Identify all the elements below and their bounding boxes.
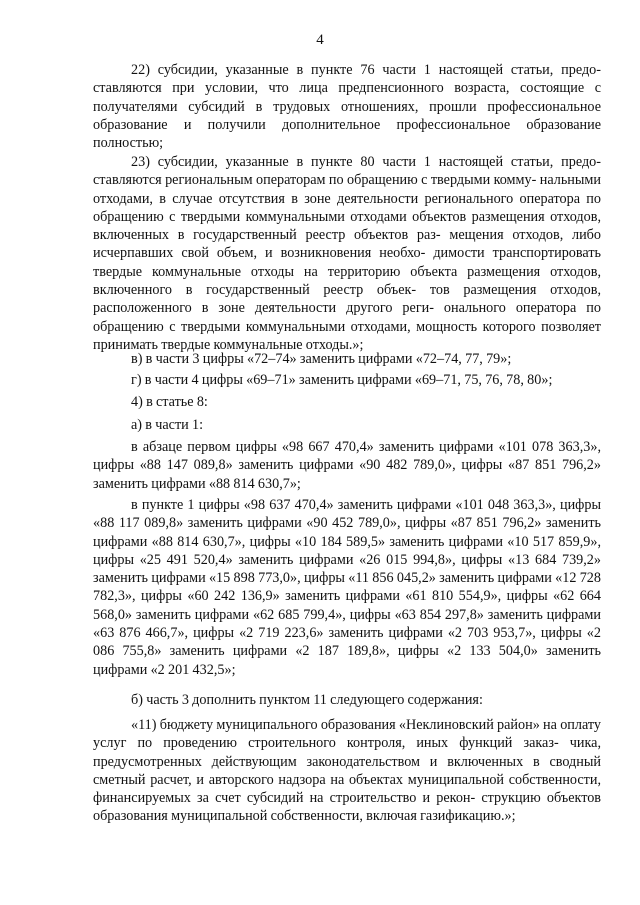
paragraph-22: 22) субсидии, указанные в пункте 76 части 1 настоящей статьи, предо- ставляются при условии, что лица предпенсионного возраста, состоящие с получателями субсидий в трудовых отношениях, прошли профессиональное образование и получили дополнительное профессиональное образование полностью;	[93, 62, 601, 152]
paragraph-punkt-1: в пункте 1 цифры «98 637 470,4» заменить цифрами «101 048 363,3», цифры «88 117 089,8» заменить цифрами «90 452 789,0», цифры «87 851 796,2» заменить цифрами «88 814 630,7», цифры «10 184 589,5» заменить цифрами «10 517 859,9», цифры «25 491 520,4» заменить цифрами «26 015 994,8», цифры «13 684 739,2» заменить цифрами «15 898 773,0», цифры «11 856 045,2» заменить цифрами «12 728 782,3», цифры «60 242 136,9» заменить цифрами «61 810 554,9», цифры «62 664 568,0» заменить цифрами «62 685 799,4», цифры «63 854 297,8» заменить цифрами «63 876 466,7», цифры «2 719 223,6» заменить цифрами «2 703 953,7», цифры «2 086 755,8» заменить цифрами «2 187 189,8», цифры «2 133 504,0» заменить цифрами «2 201 432,5»;	[93, 497, 601, 678]
paragraph-abzac: в абзаце первом цифры «98 667 470,4» заменить цифрами «101 078 363,3», цифры «88 147 089,8» заменить цифрами «90 482 789,0», цифры «87 851 796,2» заменить цифрами «88 814 630,7»;	[93, 439, 601, 492]
paragraph-4: 4) в статье 8:	[131, 394, 208, 410]
page-number: 4	[316, 32, 324, 48]
paragraph-a: а) в части 1:	[131, 417, 204, 433]
paragraph-v: в) в части 3 цифры «72–74» заменить цифрами «72–74, 77, 79»;	[131, 351, 512, 367]
paragraph-23: 23) субсидии, указанные в пункте 80 части 1 настоящей статьи, предо- ставляются региональным операторам по обращению с твердыми комму- нальными отходами, в случае отсутствия в зоне деятельности регионального оператора по обращению с твердыми коммунальными отходами объектов размещения отходов, включенных в государственный реестр объектов раз- мещения отходов, либо исчерпавших свой объем, и возникновения необхо- димости транспортировать твердые коммунальные отходы на территорию объекта размещения отходов, включенного в государственный реестр объек- тов размещения отходов, расположенного в зоне деятельности другого реги- онального оператора по обращению с твердыми коммунальными отходами, мощность которого позволяет принимать твердые коммунальные отходы.»;	[93, 154, 601, 353]
paragraph-b: б) часть 3 дополнить пунктом 11 следующего содержания:	[131, 692, 483, 708]
paragraph-g: г) в части 4 цифры «69–71» заменить цифрами «69–71, 75, 76, 78, 80»;	[131, 372, 553, 388]
paragraph-11: «11) бюджету муниципального образования «Неклиновский район» на оплату услуг по проведению строительного контроля, иных функций заказ- чика, предусмотренных действующим законодательством и включенных в сводный сметный расчет, и авторского надзора на объектах муниципальной собственности, финансируемых за счет субсидий на строительство и рекон- струкцию объектов образования муниципальной собственности, включая газификацию.»;	[93, 717, 601, 825]
